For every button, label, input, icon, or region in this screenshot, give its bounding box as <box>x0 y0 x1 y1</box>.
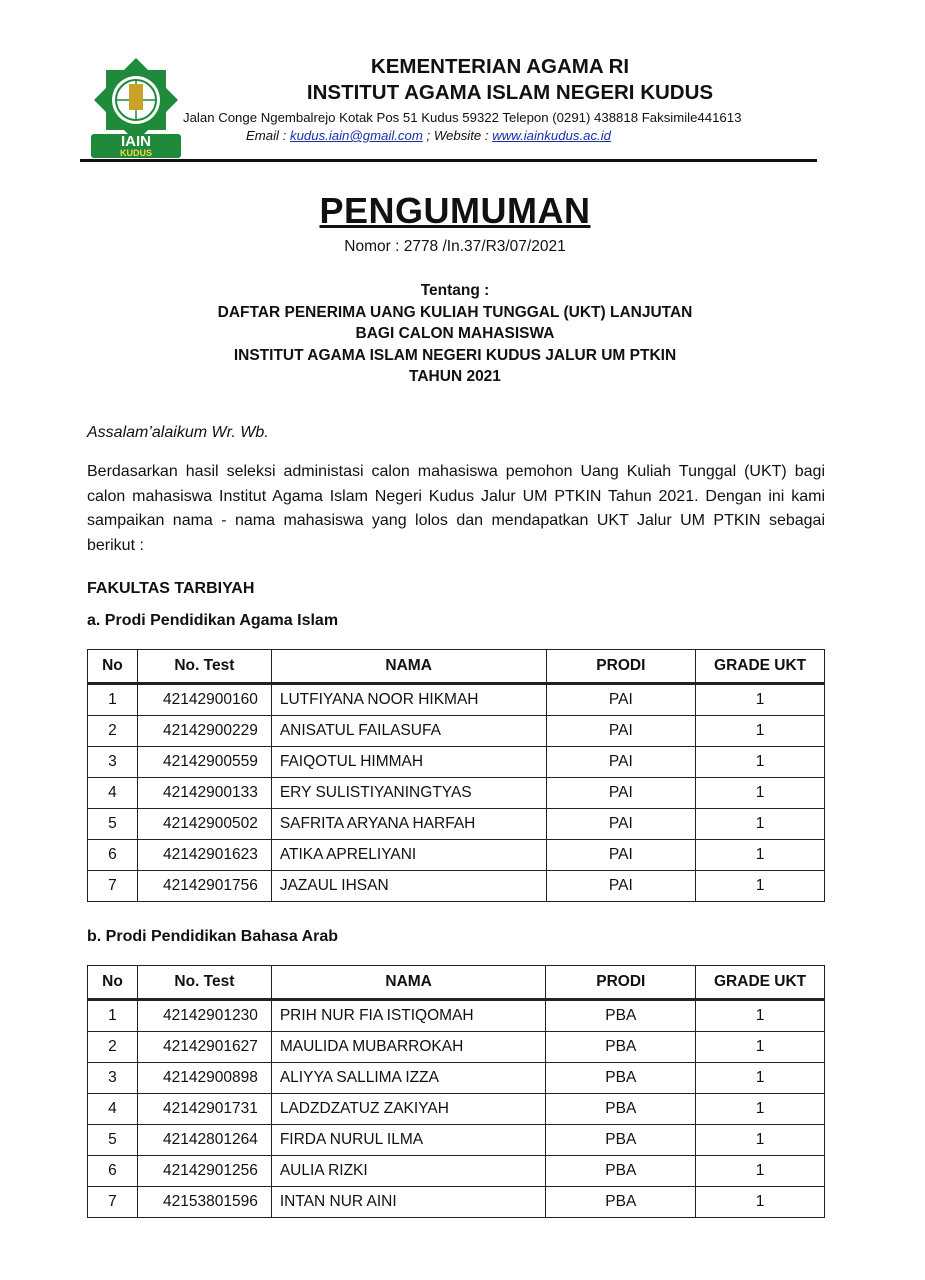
institute-address: Jalan Conge Ngembalrejo Kotak Pos 51 Kudus 59322 Telepon (0291) 438818 Faksimile441613 <box>183 110 742 125</box>
cell-grade: 1 <box>696 840 825 871</box>
cell-prodi: PBA <box>546 1032 696 1063</box>
cell-prodi: PAI <box>546 747 696 778</box>
cell-name: ALIYYA SALLIMA IZZA <box>271 1063 546 1094</box>
table-row <box>88 1032 825 1063</box>
column-header-prodi: PRODI <box>546 650 696 684</box>
cell-grade: 1 <box>696 684 825 716</box>
cell-name: INTAN NUR AINI <box>271 1187 546 1218</box>
announcement-number: Nomor : 2778 /In.37/R3/07/2021 <box>344 238 566 255</box>
cell-test-number: 42142901731 <box>137 1094 271 1125</box>
cell-test-number: 42142900229 <box>137 716 271 747</box>
cell-test-number: 42142901623 <box>137 840 271 871</box>
ministry-name: KEMENTERIAN AGAMA RI <box>370 55 630 78</box>
cell-grade: 1 <box>696 1032 825 1063</box>
cell-grade: 1 <box>696 1125 825 1156</box>
letterhead-divider <box>80 159 817 162</box>
column-header-grade: GRADE UKT <box>696 650 825 684</box>
cell-name: LADZDZATUZ ZAKIYAH <box>271 1094 546 1125</box>
subject-line: INSTITUT AGAMA ISLAM NEGERI KUDUS JALUR UM PTKIN <box>233 346 677 364</box>
cell-no: 2 <box>88 716 138 747</box>
website-link[interactable]: www.iainkudus.ac.id <box>492 128 611 143</box>
intro-paragraph: Berdasarkan hasil seleksi administasi calon mahasiswa pemohon Uang Kuliah Tunggal (UKT) bagi calon mahasiswa Institut Agama Islam Negeri Kudus Jalur UM PTKIN Tahun 2021. Dengan ini kami sampaikan nama - nama mahasiswa yang lolos dan mendapatkan UKT Jalur UM PTKIN sebagai berikut : <box>87 463 825 554</box>
cell-grade: 1 <box>696 1000 825 1032</box>
table-row <box>88 1125 825 1156</box>
cell-name: MAULIDA MUBARROKAH <box>271 1032 546 1063</box>
cell-test-number: 42142901756 <box>137 871 271 902</box>
cell-name: SAFRITA ARYANA HARFAH <box>271 809 546 840</box>
cell-name: JAZAUL IHSAN <box>271 871 546 902</box>
table-row <box>88 840 825 871</box>
cell-no: 4 <box>88 1094 138 1125</box>
table-row <box>88 747 825 778</box>
cell-test-number: 42142900133 <box>137 778 271 809</box>
ukt-table-pba <box>87 965 825 1218</box>
cell-prodi: PAI <box>546 840 696 871</box>
column-header-no: No <box>88 650 138 684</box>
table-row <box>88 1063 825 1094</box>
cell-no: 3 <box>88 1063 138 1094</box>
table-row <box>88 1156 825 1187</box>
cell-test-number: 42142900160 <box>137 684 271 716</box>
prodi-heading-pai: a. Prodi Pendidikan Agama Islam <box>87 612 339 629</box>
table-row <box>88 1187 825 1218</box>
cell-no: 5 <box>88 1125 138 1156</box>
cell-no: 6 <box>88 840 138 871</box>
prodi-heading-pba: b. Prodi Pendidikan Bahasa Arab <box>87 928 339 945</box>
cell-no: 1 <box>88 1000 138 1032</box>
cell-prodi: PAI <box>546 809 696 840</box>
subject-line: TAHUN 2021 <box>409 368 501 385</box>
column-header-test: No. Test <box>137 966 271 1000</box>
cell-grade: 1 <box>696 778 825 809</box>
cell-no: 1 <box>88 684 138 716</box>
cell-name: AULIA RIZKI <box>271 1156 546 1187</box>
cell-prodi: PBA <box>546 1187 696 1218</box>
cell-grade: 1 <box>696 1063 825 1094</box>
cell-name: PRIH NUR FIA ISTIQOMAH <box>271 1000 546 1032</box>
cell-grade: 1 <box>696 747 825 778</box>
table-header-row <box>88 966 825 1000</box>
table-row <box>88 778 825 809</box>
column-header-prodi: PRODI <box>546 966 696 1000</box>
table-row <box>88 684 825 716</box>
column-header-no: No <box>88 966 138 1000</box>
table-row <box>88 809 825 840</box>
cell-test-number: 42142801264 <box>137 1125 271 1156</box>
table-row <box>88 716 825 747</box>
cell-name: ERY SULISTIYANINGTYAS <box>271 778 546 809</box>
cell-grade: 1 <box>696 1187 825 1218</box>
announcement-subject <box>0 280 910 388</box>
svg-text:IAIN: IAIN <box>121 133 151 150</box>
cell-grade: 1 <box>696 871 825 902</box>
website-label: ; Website : <box>422 128 493 143</box>
column-header-test: No. Test <box>137 650 271 684</box>
cell-test-number: 42153801596 <box>137 1187 271 1218</box>
faculty-heading: FAKULTAS TARBIYAH <box>87 580 255 597</box>
column-header-name: NAMA <box>271 650 546 684</box>
cell-name: FIRDA NURUL ILMA <box>271 1125 546 1156</box>
subject-line: DAFTAR PENERIMA UANG KULIAH TUNGGAL (UKT) LANJUTAN <box>217 303 693 321</box>
cell-grade: 1 <box>696 1156 825 1187</box>
cell-no: 6 <box>88 1156 138 1187</box>
cell-test-number: 42142900898 <box>137 1063 271 1094</box>
column-header-name: NAMA <box>271 966 546 1000</box>
cell-prodi: PAI <box>546 716 696 747</box>
cell-name: ANISATUL FAILASUFA <box>271 716 546 747</box>
svg-text:KUDUS: KUDUS <box>119 148 153 158</box>
cell-prodi: PBA <box>546 1000 696 1032</box>
cell-prodi: PBA <box>546 1125 696 1156</box>
cell-name: LUTFIYANA NOOR HIKMAH <box>271 684 546 716</box>
cell-test-number: 42142901230 <box>137 1000 271 1032</box>
cell-no: 3 <box>88 747 138 778</box>
cell-grade: 1 <box>696 716 825 747</box>
cell-prodi: PBA <box>546 1094 696 1125</box>
column-header-grade: GRADE UKT <box>696 966 825 1000</box>
cell-no: 2 <box>88 1032 138 1063</box>
institution-logo <box>86 56 186 160</box>
cell-grade: 1 <box>696 1094 825 1125</box>
cell-no: 4 <box>88 778 138 809</box>
cell-prodi: PBA <box>546 1063 696 1094</box>
cell-test-number: 42142900502 <box>137 809 271 840</box>
cell-test-number: 42142901627 <box>137 1032 271 1063</box>
cell-prodi: PBA <box>546 1156 696 1187</box>
email-label: Email : <box>246 128 290 143</box>
cell-grade: 1 <box>696 809 825 840</box>
contact-line <box>246 128 611 143</box>
cell-no: 5 <box>88 809 138 840</box>
cell-name: FAIQOTUL HIMMAH <box>271 747 546 778</box>
cell-test-number: 42142900559 <box>137 747 271 778</box>
table-row <box>88 1000 825 1032</box>
cell-name: ATIKA APRELIYANI <box>271 840 546 871</box>
ukt-table-pai <box>87 649 825 902</box>
subject-about-label: Tentang : <box>420 282 490 299</box>
cell-prodi: PAI <box>546 871 696 902</box>
table-row <box>88 871 825 902</box>
institute-name: INSTITUT AGAMA ISLAM NEGERI KUDUS <box>306 81 714 104</box>
greeting: Assalam’alaikum Wr. Wb. <box>87 424 269 441</box>
announcement-title: PENGUMUMAN <box>319 190 591 231</box>
subject-line: BAGI CALON MAHASISWA <box>355 325 555 342</box>
email-link[interactable]: kudus.iain@gmail.com <box>289 128 423 143</box>
cell-no: 7 <box>88 871 138 902</box>
cell-no: 7 <box>88 1187 138 1218</box>
cell-prodi: PAI <box>546 684 696 716</box>
cell-prodi: PAI <box>546 778 696 809</box>
cell-test-number: 42142901256 <box>137 1156 271 1187</box>
table-header-row <box>88 650 825 684</box>
table-row <box>88 1094 825 1125</box>
